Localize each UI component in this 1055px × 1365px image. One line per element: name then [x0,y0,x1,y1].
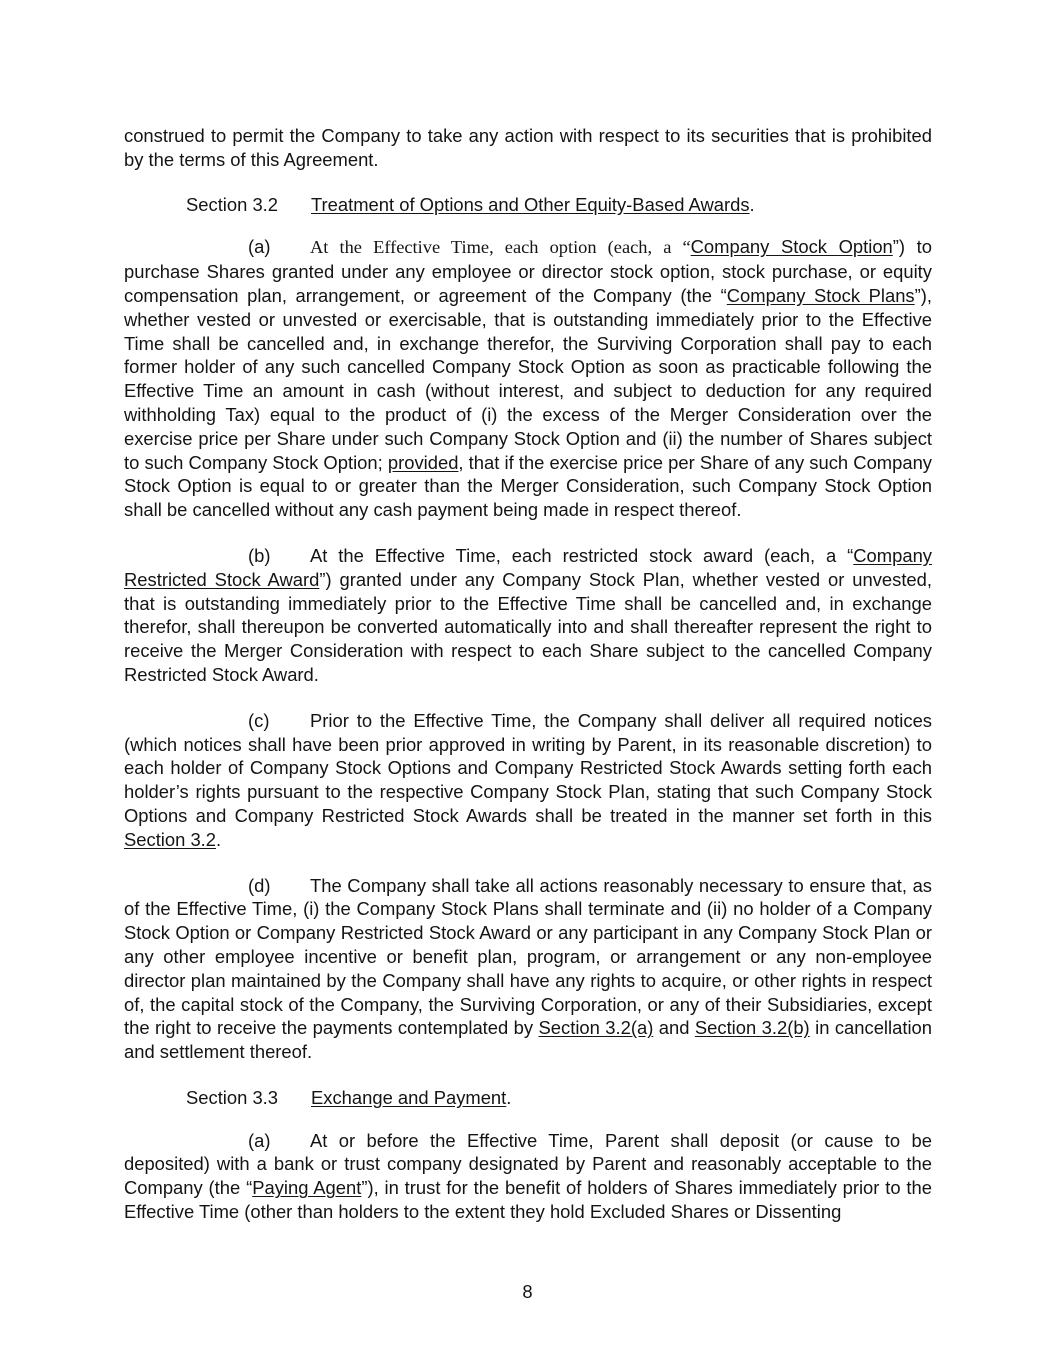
cross-reference-section-3-2: Section 3.2 [124,828,217,850]
section-3-2-d-paragraph: (d) The Company shall take all actions reasonably necessary to ensure that, as of the Effective Time, (i) the Company Stock Plans shall terminate and (ii) no holder of a Company Stock Option or Company Restricted Stock Award or any participant in any Company Stock Plan or any other employee incentive or benefit plan, program, or arrangement or any non-employee director plan maintained by the Company shall have any rights to acquire, or other rights in respect of, the capital stock of the Company, the Surviving Corporation, or any of their Subsidiaries, except the right to receive the payments contemplated by Section 3.2(a) and Section 3.2(b) in cancellation and settlement thereof. [124,874,932,1063]
proviso-term: provided [387,451,459,473]
section-3-3-number: Section 3.3 [186,1086,279,1108]
section-3-3-a-paragraph: (a) At or before the Effective Time, Parent shall deposit (or cause to be deposited) with a bank or trust company designated by Parent and reasonably acceptable to the Company (the “Paying Agent”), in trust for the benefit of holders of Shares immediately prior to the Effective Time (other than holders to the extent they hold Excluded Shares or Dissenting [124,1129,932,1223]
section-3-3-title: Exchange and Payment [311,1086,507,1108]
paragraph-label: (a) [248,236,271,258]
section-3-3-heading: Section 3.3 Exchange and Payment. [186,1086,512,1108]
section-3-2-a-paragraph: (a) At the Effective Time, each option (each, a “Company Stock Option”) to purchase Shares granted under any employee or director stock option, stock purchase, or equity compensation plan, arrangement, or agreement of the Company (the “Company Stock Plans”), whether vested or unvested or exercisable, that is outstanding immediately prior to the Effective Time shall be cancelled and, in exchange therefor, the Surviving Corporation shall pay to each former holder of any such cancelled Company Stock Option as soon as practicable following the Effective Time an amount in cash (without interest, and subject to deduction for any required withholding Tax) equal to the product of (i) the excess of the Merger Consideration over the exercise price per Share under such Company Stock Option and (ii) the number of Shares subject to such Company Stock Option; provided, that if the exercise price per Share of any such Company Stock Option is equal to or greater than the Merger Consideration, such Company Stock Option shall be cancelled without any cash payment being made in respect thereof. [124,236,933,521]
paragraph-label: (b) [248,544,271,566]
paragraph-label: (d) [248,874,271,896]
paragraph-label: (a) [248,1129,271,1151]
section-3-2-heading: Section 3.2 Treatment of Options and Other Equity-Based Awards. [186,193,755,215]
section-3-2-b-paragraph: (b) At the Effective Time, each restricted stock award (each, a “Company Restricted Stock Award”) granted under any Company Stock Plan, whether vested or unvested, that is outstanding immediately prior to the Effective Time shall be cancelled and, in exchange therefor, shall thereupon be converted automatically into and shall thereafter represent the right to receive the Merger Consideration with respect to each Share subject to the cancelled Company Restricted Stock Award. [124,544,932,685]
section-3-2-number: Section 3.2 [186,193,279,215]
continuation-paragraph: construed to permit the Company to take any action with respect to its securities that is prohibited by the terms of this Agreement. [124,125,932,170]
defined-term-paying-agent: Paying Agent [252,1177,362,1199]
defined-term-company-stock-plans: Company Stock Plans [726,284,915,306]
cross-reference-section-3-2-b: Section 3.2(b) [694,1017,810,1039]
page-number: 8 [522,1281,533,1302]
defined-term-company-restricted-stock-award: Company Restricted Stock Award [124,544,932,590]
section-3-2-c-paragraph: (c) Prior to the Effective Time, the Company shall deliver all required notices (which notices shall have been prior approved in writing by Parent, in its reasonable discretion) to each holder of Company Stock Options and Company Restricted Stock Awards setting forth each holder’s rights pursuant to the respective Company Stock Plan, stating that such Company Stock Options and Company Restricted Stock Awards shall be treated in the manner set forth in this Section 3.2. [124,709,932,850]
defined-term-company-stock-option: Company Stock Option [690,236,893,258]
document-page [124,124,932,1224]
section-3-2-title: Treatment of Options and Other Equity-Based Awards [311,193,750,215]
paragraph-label: (c) [248,709,270,731]
cross-reference-section-3-2-a: Section 3.2(a) [538,1017,654,1039]
